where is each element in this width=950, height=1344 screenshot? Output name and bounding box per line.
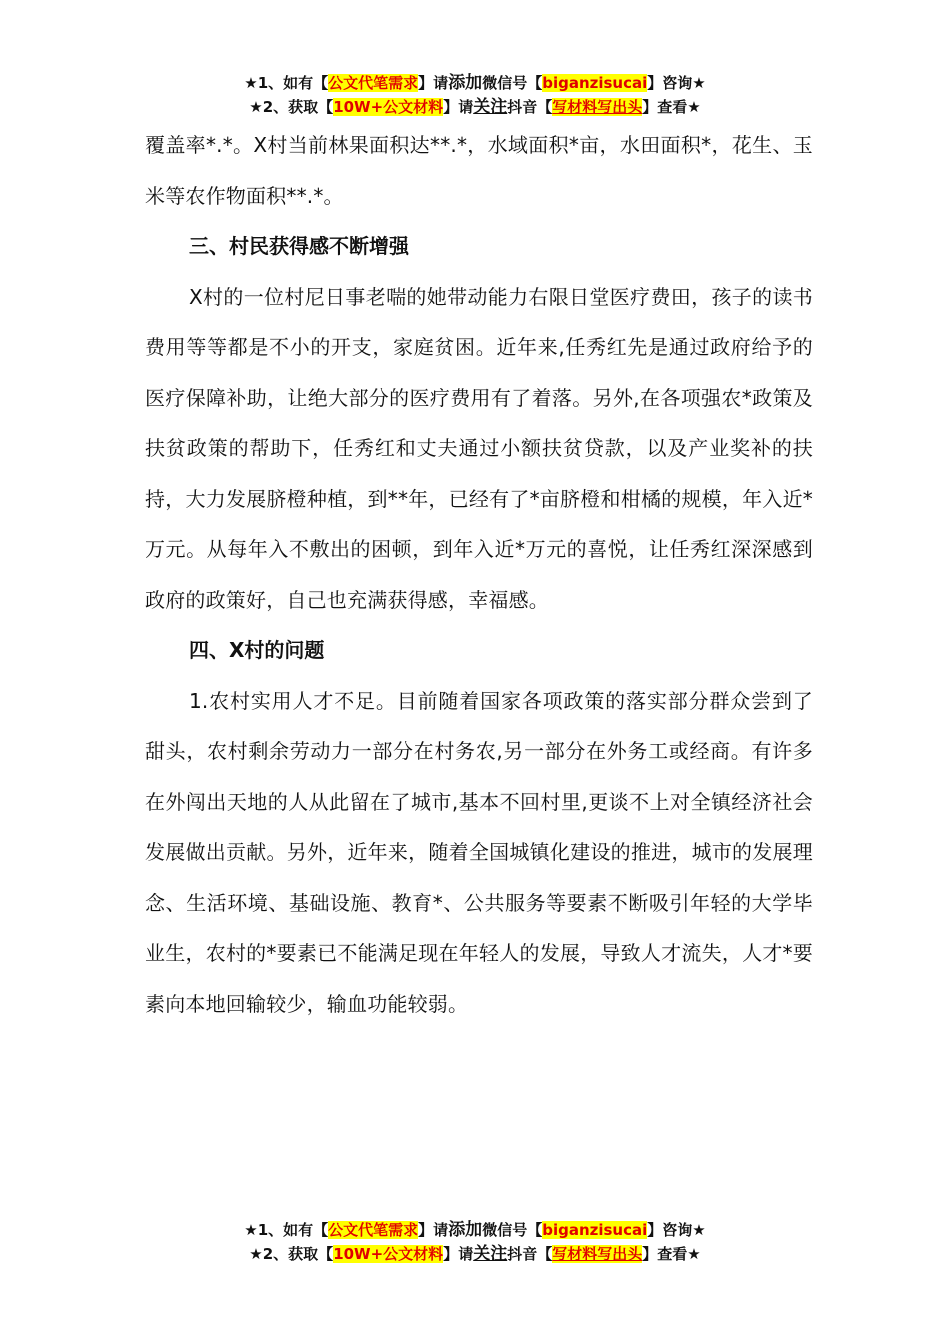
banner-text: ★1、如有【: [244, 74, 329, 92]
banner-text: 】请: [443, 1245, 474, 1263]
banner-highlight: 10W+公文材料: [333, 1245, 444, 1263]
banner-wechat-id: biganzisucai: [542, 74, 648, 92]
banner-text: 】咨询★: [647, 1221, 706, 1239]
document-body: [145, 120, 813, 1029]
banner-text: ★2、获取【: [249, 98, 334, 116]
banner-text: 】请: [418, 74, 449, 92]
banner-text: 微信号【: [482, 74, 543, 92]
banner-line-2: [0, 1242, 950, 1266]
banner-text: 】查看★: [642, 98, 701, 116]
banner-douyin-id: 写材料写出头: [552, 1245, 643, 1263]
banner-emphasis: 添加: [448, 73, 483, 93]
banner-wechat-id: biganzisucai: [542, 1221, 648, 1239]
banner-highlight: 公文代笔需求: [328, 74, 419, 92]
banner-text: 】咨询★: [647, 74, 706, 92]
banner-emphasis: 关注: [473, 1244, 508, 1264]
section-heading-3: 三、村民获得感不断增强: [189, 234, 409, 258]
banner-text: 微信号【: [482, 1221, 543, 1239]
paragraph-continued: 覆盖率*.*。X村当前林果面积达**.*，水域面积*亩，水田面积*，花生、玉米等农作物面积**.*。: [145, 133, 813, 208]
banner-text: 】查看★: [642, 1245, 701, 1263]
banner-emphasis: 关注: [473, 97, 508, 117]
paragraph-problems: 1.农村实用人才不足。目前随着国家各项政策的落实部分群众尝到了甜头，农村剩余劳动力一部分在村务农,另一部分在外务工或经商。有许多在外闯出天地的人从此留在了城市,基本不回村里,更谈不上对全镇经济社会发展做出贡献。另外，近年来，随着全国城镇化建设的推进，城市的发展理念、生活环境、基础设施、教育*、公共服务等要素不断吸引年轻的大学毕业生，农村的*要素已不能满足现在年轻人的发展，导致人才流失，人才*要素向本地回输较少，输血功能较弱。: [145, 688, 813, 1016]
banner-highlight: 公文代笔需求: [328, 1221, 419, 1239]
banner-text: 抖音【: [507, 98, 553, 116]
banner-line-1: [0, 1218, 950, 1242]
banner-line-2: [0, 95, 950, 119]
banner-line-1: [0, 71, 950, 95]
banner-text: 】请: [418, 1221, 449, 1239]
banner-text: 抖音【: [507, 1245, 553, 1263]
banner-emphasis: 添加: [448, 1220, 483, 1240]
banner-highlight: 10W+公文材料: [333, 98, 444, 116]
banner-text: ★1、如有【: [244, 1221, 329, 1239]
banner-text: 】请: [443, 98, 474, 116]
paragraph-villager: X村的一位村尼日事老喘的她带动能力右限日堂医疗费田，孩子的读书费用等等都是不小的开支，家庭贫困。近年来,任秀红先是通过政府给予的医疗保障补助，让绝大部分的医疗费用有了着落。另外,在各项强农*政策及扶贫政策的帮助下，任秀红和丈夫通过小额扶贫贷款，以及产业奖补的扶持，大力发展脐橙种植，到**年，已经有了*亩脐橙和柑橘的规模，年入近*万元。从每年入不敷出的困顿，到年入近*万元的喜悦，让任秀红深深感到政府的政策好，自己也充满获得感，幸福感。: [145, 284, 813, 612]
banner-text: ★2、获取【: [249, 1245, 334, 1263]
banner-douyin-id: 写材料写出头: [552, 98, 643, 116]
section-heading-4: 四、X村的问题: [189, 638, 325, 662]
footer-banner: [0, 1218, 950, 1266]
header-banner: [0, 71, 950, 119]
